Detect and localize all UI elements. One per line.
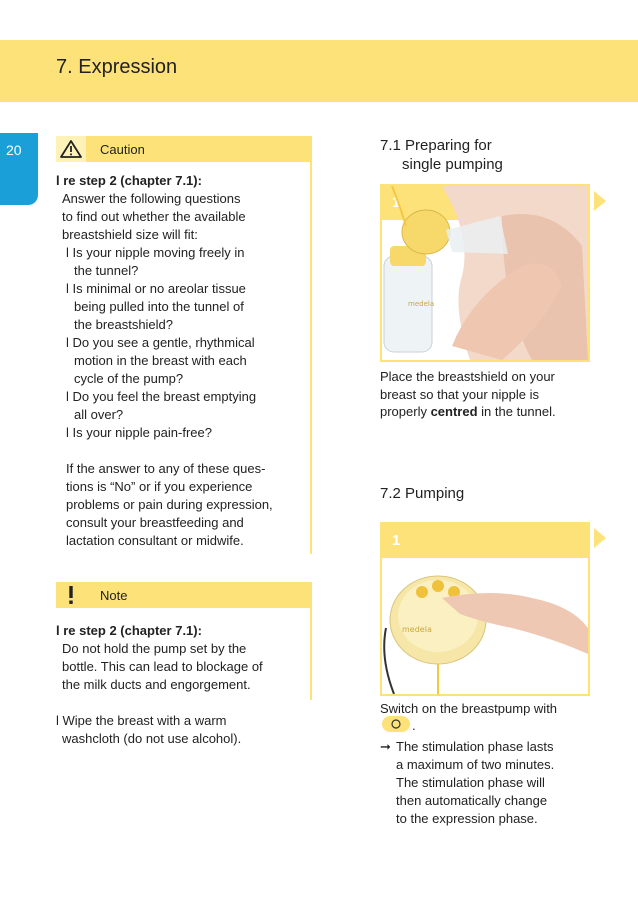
exclamation-icon [56, 582, 86, 608]
note-line: washcloth (do not use alcohol). [62, 731, 242, 746]
right-arrow-icon: ➞ [380, 739, 391, 754]
caution-line: l re step 2 (chapter 7.1): [56, 173, 202, 188]
breastshield-illustration [382, 186, 588, 360]
caution-header [56, 136, 312, 162]
caution-line: problems or pain during expression, [66, 497, 273, 512]
section-7-2-caption-line2: . [412, 718, 416, 733]
section-7-2-title: 7.2 Pumping [380, 485, 465, 502]
section-7-1-title-line1: 7.1 Preparing for [380, 137, 492, 154]
caution-line: to find out whether the available [62, 209, 246, 224]
section-7-1-title [380, 136, 503, 174]
step-band-7-2 [382, 524, 588, 558]
power-button-icon [382, 716, 410, 732]
caution-line: cycle of the pump? [74, 371, 184, 386]
caption-7-1-line3 [380, 403, 556, 421]
caption-7-1-line3-bold: centred [430, 404, 478, 419]
section-7-1-caption [380, 368, 556, 421]
caution-line: tions is “No” or if you experience [66, 479, 253, 494]
power-symbol-icon [382, 716, 410, 732]
caution-line: breastshield size will fit: [62, 227, 198, 242]
note-heading: Note [100, 588, 128, 603]
caption-7-1-line2: breast so that your nipple is [380, 386, 539, 402]
page-title: 7. Expression [56, 56, 178, 78]
caption-7-1-line1: Place the breastshield on your [380, 369, 555, 384]
step-arrow-7-2 [594, 528, 606, 548]
caution-line: the breastshield? [74, 317, 174, 332]
caution-line: the tunnel? [74, 263, 139, 278]
arrow-note-line: to the expression phase. [396, 811, 538, 826]
section-7-2-caption-line1: Switch on the breastpump with [380, 701, 558, 716]
caution-line: l Is minimal or no areolar tissue [66, 281, 246, 296]
step-box-7-2 [380, 522, 590, 696]
step-arrow-7-1 [594, 191, 606, 211]
svg-text:medela: medela [408, 300, 435, 308]
caution-line: l Is your nipple pain-free? [66, 425, 212, 440]
caution-line: lactation consultant or midwife. [66, 533, 244, 548]
arrow-note-line: a maximum of two minutes. [396, 757, 555, 772]
pump-photo [382, 558, 588, 694]
caution-line: If the answer to any of these ques- [66, 461, 266, 476]
pump-illustration [382, 558, 588, 694]
arrow-note-line: The stimulation phase will [396, 775, 545, 790]
caution-line: l Is your nipple moving freely in [66, 245, 245, 260]
caption-7-1-line3-suffix: in the tunnel. [477, 404, 556, 419]
arrow-note-line: then automatically change [396, 793, 548, 808]
caution-line: all over? [74, 407, 124, 422]
note-line: the milk ducts and engorgement. [62, 677, 251, 692]
pump-brand-label: medela [402, 625, 432, 634]
note-mark [56, 582, 86, 608]
note-header [56, 582, 312, 608]
section-7-1-title-line2: single pumping [402, 156, 503, 173]
caution-mark [56, 136, 86, 162]
caution-line: l Do you see a gentle, rhythmical [66, 335, 255, 350]
note-line: l Wipe the breast with a warm [56, 713, 227, 728]
caution-line: consult your breastfeeding and [66, 515, 244, 530]
step-number-7-1: 1 [392, 194, 401, 211]
caution-line: being pulled into the tunnel of [74, 299, 244, 314]
warning-icon [56, 136, 86, 162]
step-box-7-1 [380, 184, 590, 362]
caution-line: Answer the following questions [62, 191, 241, 206]
arrow-note-line: The stimulation phase lasts [396, 739, 554, 754]
page-number: 20 [6, 142, 22, 158]
caution-rule [310, 136, 312, 554]
note-line: Do not hold the pump set by the [62, 641, 247, 656]
caution-line: l Do you feel the breast emptying [66, 389, 257, 404]
breastshield-photo [382, 186, 588, 360]
note-line: l re step 2 (chapter 7.1): [56, 623, 202, 638]
note-line: bottle. This can lead to blockage of [62, 659, 263, 674]
step-number-7-2: 1 [392, 532, 401, 549]
caution-heading: Caution [100, 142, 145, 157]
caution-line: motion in the breast with each [74, 353, 247, 368]
caption-7-1-line3-prefix: properly [380, 404, 431, 419]
note-rule [310, 582, 312, 700]
